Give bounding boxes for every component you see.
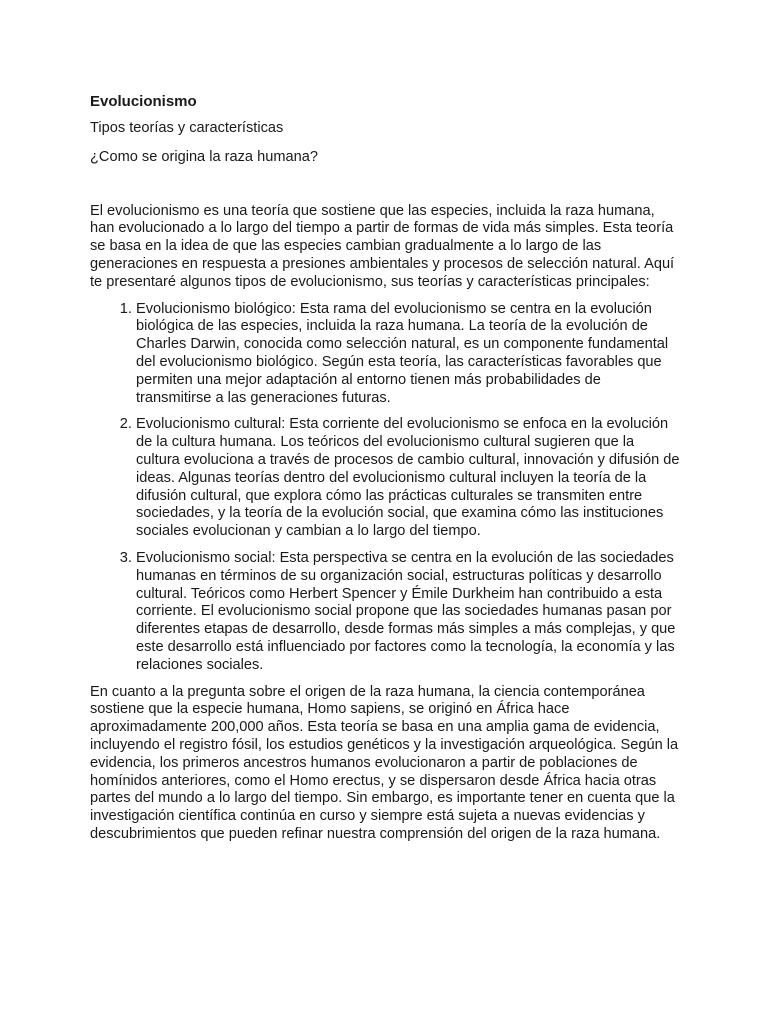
document-title: Evolucionismo: [90, 93, 197, 110]
document-question: ¿Como se origina la raza humana?: [90, 148, 318, 165]
list-item-social: 3. Evolucionismo social: Esta perspectiva se centra en la evolución de las sociedades humanas en términos de su organización social, estructuras políticas y desarrollo cultural. Teóricos como Herbert Spencer y Émile Durkheim han contribuido a esta corriente. El evolucionismo social propone que las sociedades humanas pasan por diferentes etapas de desarrollo, desde formas más simples a más complejas, y que este desarrollo está influenciado por factores como la tecnología, la economía y las relaciones sociales.: [136, 550, 680, 675]
document-subtitle: Tipos teorías y características: [90, 120, 284, 136]
list-item-biological: 1. Evolucionismo biológico: Esta rama del evolucionismo se centra en la evolución biológica de las especies, incluida la raza humana. La teoría de la evolución de Charles Darwin, conocida como selección natural, es un componente fundamental del evolucionismo biológico. Según esta teoría, las características favorables que permiten una mejor adaptación al entorno tienen más probabilidades de transmitirse a las generaciones futuras.: [136, 301, 680, 408]
document-page: [90, 92, 680, 853]
list-item-cultural: 2. Evolucionismo cultural: Esta corriente del evolucionismo se enfoca en la evolución de la cultura humana. Los teóricos del evolucionismo cultural sugieren que la cultura evoluciona a través de procesos de cambio cultural, innovación y difusión de ideas. Algunas teorías dentro del evolucionismo cultural incluyen la teoría de la difusión cultural, que explora cómo las prácticas culturales se transmiten entre sociedades, y la teoría de la evolución social, que examina cómo las instituciones sociales evolucionan y cambian a lo largo del tiempo.: [136, 416, 680, 541]
evolutionism-types-list: [90, 301, 680, 675]
intro-paragraph: El evolucionismo es una teoría que sostiene que las especies, incluida la raza humana, han evolucionado a lo largo del tiempo a partir de formas de vida más simples. Esta teoría se basa en la idea de que las especies cambian gradualmente a lo largo de las generaciones en respuesta a presiones ambientales y procesos de selección natural. Aquí te presentaré algunos tipos de evolucionismo, sus teorías y características principales:: [90, 202, 675, 290]
conclusion-paragraph: En cuanto a la pregunta sobre el origen de la raza humana, la ciencia contemporánea sostiene que la especie humana, Homo sapiens, se originó en África hace aproximadamente 200,000 años. Esta teoría se basa en una amplia gama de evidencia, incluyendo el registro fósil, los estudios genéticos y la investigación arqueológica. Según la evidencia, los primeros ancestros humanos evolucionaron a partir de poblaciones de homínidos anteriores, como el Homo erectus, y se dispersaron desde África hacia otras partes del mundo a lo largo del tiempo. Sin embargo, es importante tener en cuenta que la investigación científica continúa en curso y siempre está sujeta a nuevas evidencias y descubrimientos que pueden refinar nuestra comprensión del origen de la raza humana.: [90, 683, 679, 842]
